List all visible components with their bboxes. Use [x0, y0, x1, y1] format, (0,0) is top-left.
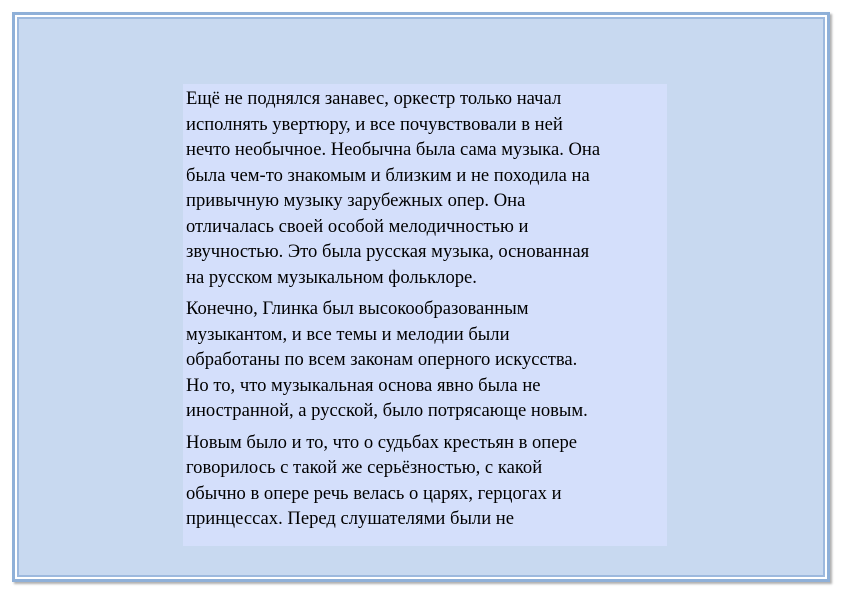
text-line: говорилось с такой же серьёзностью, с какой [186, 457, 543, 478]
text-line: Но то, что музыкальная основа явно была не [186, 374, 541, 396]
paragraph-2 [186, 296, 663, 424]
paragraph-3 [186, 430, 663, 532]
text-line: была чем-то знакомым и близким и не походила на [186, 164, 590, 186]
text-line: обычно в опере речь велась о царях, герцогах и [186, 482, 562, 504]
text-line: отличалась своей особой мелодичностью и [186, 215, 529, 237]
text-line: на русском музыкальном фольклоре. [186, 266, 477, 288]
text-line: нечто необычное. Необычна была сама музыка. Она [186, 139, 601, 160]
paragraph-1 [186, 86, 663, 290]
text-line: Конечно, Глинка был высокообразованным [186, 298, 529, 319]
text-line: иностранной, а русской, было потрясающе новым. [186, 400, 588, 421]
text-line: Ещё не поднялся занавес, оркестр только начал [186, 88, 562, 109]
text-line: звучностью. Это была русская музыка, основанная [186, 241, 590, 262]
text-line: привычную музыку зарубежных опер. Она [186, 190, 526, 211]
text-line: исполнять увертюру, и все почувствовали в ней [186, 113, 563, 135]
text-line: музыкантом, и все темы и мелодии были [186, 323, 510, 345]
text-line: обработаны по всем законам оперного искусства. [186, 349, 578, 370]
text-line: Новым было и то, что о судьбах крестьян в опере [186, 431, 578, 453]
text-line: принцессах. Перед слушателями были не [186, 508, 515, 529]
text-box [183, 84, 667, 546]
